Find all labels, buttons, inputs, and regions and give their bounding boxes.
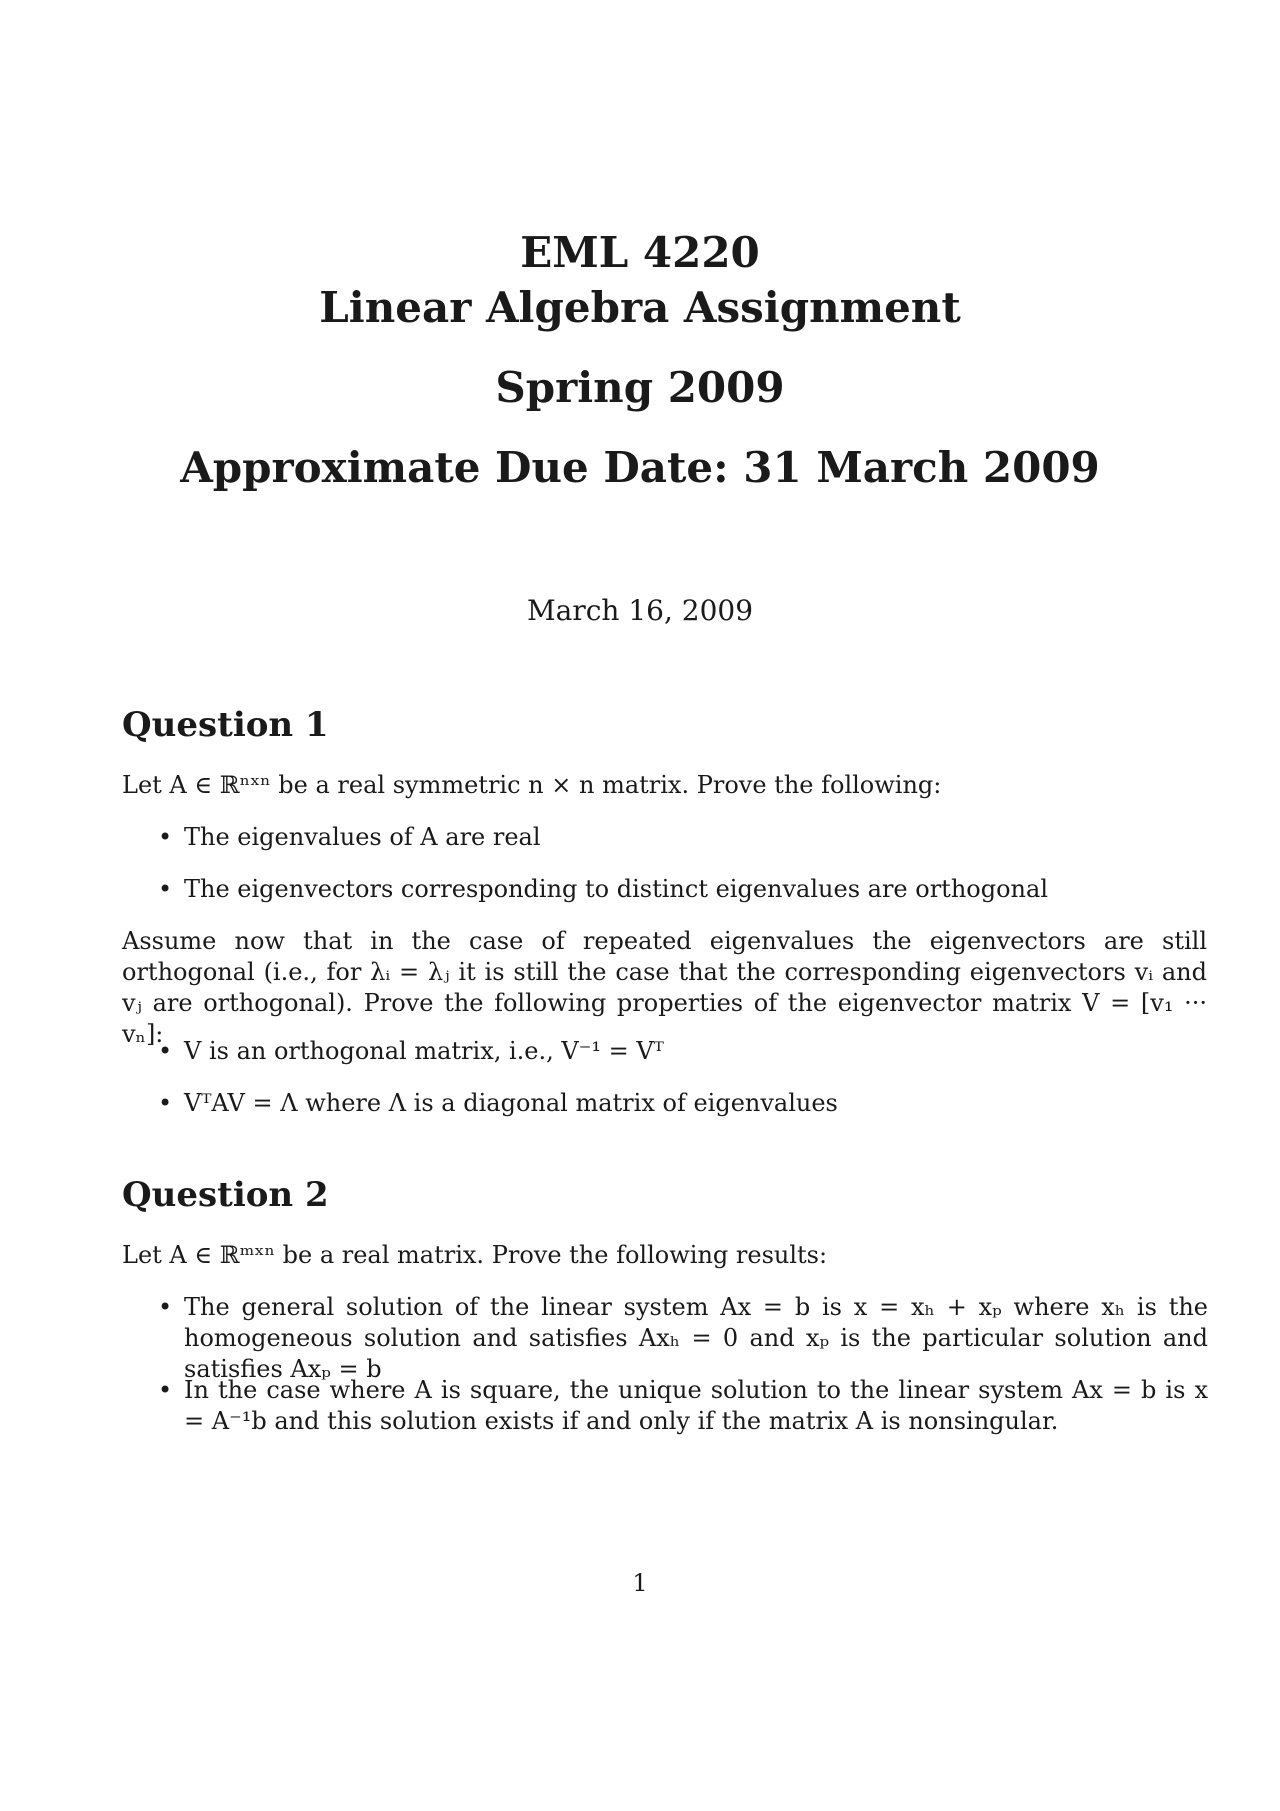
- document-title: Linear Algebra Assignment: [319, 283, 961, 332]
- term: Spring 2009: [495, 363, 785, 412]
- list-item: [158, 1036, 1208, 1067]
- due-date: Approximate Due Date: 31 March 2009: [180, 443, 1100, 492]
- bullet-icon: •: [158, 1293, 173, 1321]
- list-item-text: The eigenvalues of A are real: [184, 823, 541, 851]
- question-1-intro: Let A ∈ ℝⁿˣⁿ be a real symmetric n × n matrix. Prove the following:: [122, 771, 942, 799]
- question-1-assumption: Assume now that in the case of repeated eigenvalues the eigenvectors are still orthogonal (i.e., for λᵢ = λⱼ it is still the case that the corresponding eigenvectors vᵢ and vⱼ are orthogonal). Prove the following properties of the eigenvector matrix V = [v₁ ··· vₙ]:: [122, 927, 1207, 1048]
- list-item: [158, 1375, 1208, 1437]
- bullet-icon: •: [158, 1037, 173, 1065]
- list-item: [158, 822, 1208, 853]
- list-item: [158, 874, 1208, 905]
- bullet-icon: •: [158, 875, 173, 903]
- list-item-text: The general solution of the linear system Ax = b is x = xₕ + xₚ where xₕ is the homogeneous solution and satisfies Axₕ = 0 and xₚ is the particular solution and satisfies Axₚ = b: [184, 1293, 1208, 1383]
- bullet-icon: •: [158, 1089, 173, 1117]
- question-2-heading: Question 2: [122, 1175, 329, 1215]
- bullet-icon: •: [158, 1376, 173, 1404]
- list-item-text: The eigenvectors corresponding to distinct eigenvalues are orthogonal: [184, 875, 1048, 903]
- bullet-icon: •: [158, 823, 173, 851]
- question-2-intro: Let A ∈ ℝᵐˣⁿ be a real matrix. Prove the following results:: [122, 1241, 828, 1269]
- list-item-text: V is an orthogonal matrix, i.e., V⁻¹ = Vᵀ: [184, 1037, 664, 1065]
- list-item: [158, 1292, 1208, 1385]
- question-1-heading: Question 1: [122, 705, 329, 745]
- list-item-text: VᵀAV = Λ where Λ is a diagonal matrix of eigenvalues: [184, 1089, 838, 1117]
- list-item: [158, 1088, 1208, 1119]
- page-number: 1: [632, 1569, 648, 1597]
- course-code: EML 4220: [520, 228, 760, 277]
- list-item-text: In the case where A is square, the unique solution to the linear system Ax = b is x = A⁻¹b and this solution exists if and only if the matrix A is nonsingular.: [184, 1376, 1208, 1435]
- document-date: March 16, 2009: [526, 594, 754, 627]
